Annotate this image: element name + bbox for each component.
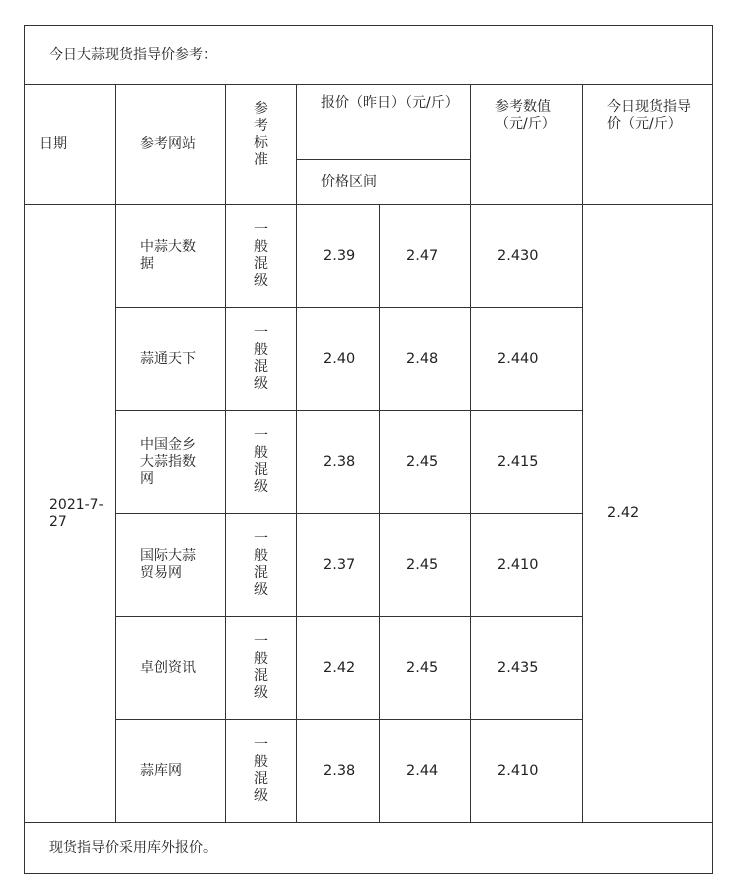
- header-standard: [226, 85, 297, 205]
- price-high-cell: 2.47: [380, 205, 471, 308]
- header-price-range: 价格区间: [297, 160, 471, 205]
- price-low-cell: 2.38: [297, 411, 380, 514]
- standard-text: 一般混级: [254, 428, 268, 495]
- reference-value-cell: 2.410: [471, 720, 583, 823]
- price-low-cell: 2.37: [297, 514, 380, 617]
- standard-cell: [226, 205, 297, 308]
- price-low-cell: 2.42: [297, 617, 380, 720]
- table-row: [25, 205, 713, 308]
- site-cell: 蒜库网: [116, 720, 226, 823]
- price-low-cell: 2.40: [297, 308, 380, 411]
- price-high-cell: 2.44: [380, 720, 471, 823]
- reference-value-cell: 2.415: [471, 411, 583, 514]
- price-low-cell: 2.38: [297, 720, 380, 823]
- header-today-price: 今日现货指导价（元/斤）: [583, 85, 713, 205]
- reference-value-cell: 2.435: [471, 617, 583, 720]
- site-cell: 卓创资讯: [116, 617, 226, 720]
- standard-text: 一般混级: [254, 737, 268, 804]
- price-table: [24, 25, 713, 874]
- standard-cell: [226, 411, 297, 514]
- header-date: 日期: [25, 85, 116, 205]
- standard-cell: [226, 720, 297, 823]
- price-high-cell: 2.45: [380, 411, 471, 514]
- header-standard-text: 参考标准: [254, 101, 268, 168]
- date-cell: 2021-7-27: [25, 205, 116, 823]
- standard-cell: [226, 308, 297, 411]
- site-cell: 蒜通天下: [116, 308, 226, 411]
- site-cell: 中国金乡大蒜指数网: [116, 411, 226, 514]
- price-high-cell: 2.45: [380, 514, 471, 617]
- header-price-yesterday: 报价（昨日）（元/斤）: [297, 85, 471, 160]
- standard-text: 一般混级: [254, 325, 268, 392]
- price-high-cell: 2.45: [380, 617, 471, 720]
- header-site: 参考网站: [116, 85, 226, 205]
- site-cell: 中蒜大数据: [116, 205, 226, 308]
- site-cell: 国际大蒜贸易网: [116, 514, 226, 617]
- standard-cell: [226, 617, 297, 720]
- price-low-cell: 2.39: [297, 205, 380, 308]
- today-price-cell: 2.42: [583, 205, 713, 823]
- header-row: [25, 85, 713, 160]
- standard-text: 一般混级: [254, 531, 268, 598]
- standard-text: 一般混级: [254, 222, 268, 289]
- table-title: 今日大蒜现货指导价参考：: [25, 26, 713, 85]
- reference-value-cell: 2.410: [471, 514, 583, 617]
- price-high-cell: 2.48: [380, 308, 471, 411]
- standard-cell: [226, 514, 297, 617]
- reference-value-cell: 2.430: [471, 205, 583, 308]
- footer-row: [25, 823, 713, 874]
- header-reference-value: 参考数值（元/斤）: [471, 85, 583, 205]
- reference-value-cell: 2.440: [471, 308, 583, 411]
- standard-text: 一般混级: [254, 634, 268, 701]
- title-row: [25, 26, 713, 85]
- footer-note: 现货指导价采用库外报价。: [25, 823, 713, 874]
